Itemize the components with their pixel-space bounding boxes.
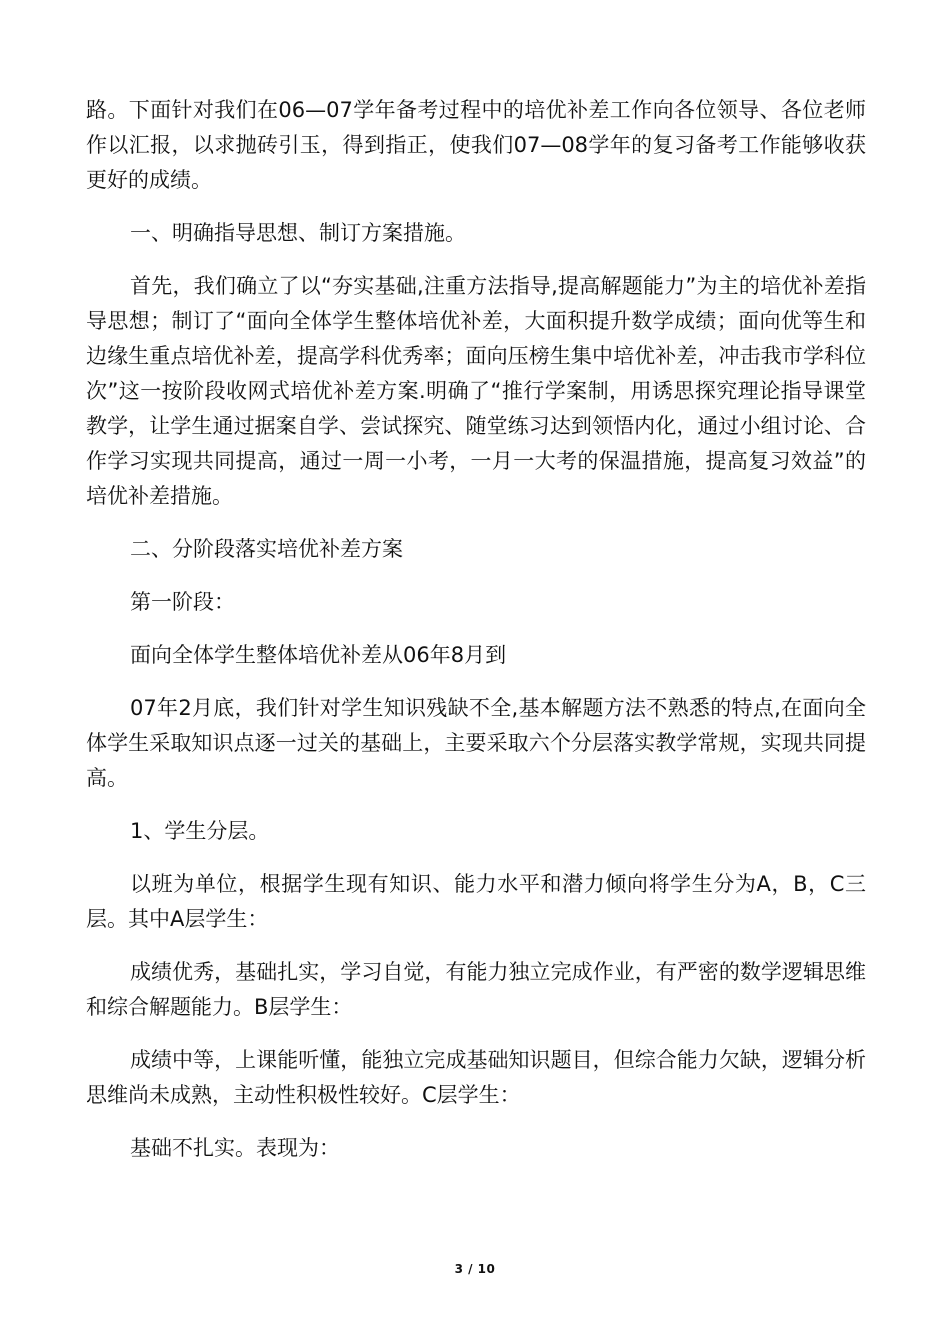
paragraph-opening: 路。下面针对我们在06—07学年备考过程中的培优补差工作向各位领导、各位老师作以汇报，以求抛砖引玉，得到指正，使我们07—08学年的复习备考工作能够收获更好的成绩。 <box>86 98 866 192</box>
section-heading-1: 一、明确指导思想、制订方案措施。 <box>130 221 466 245</box>
paragraph-layering-intro: 以班为单位，根据学生现有知识、能力水平和潜力倾向将学生分为A，B，C三层。其中A层学生： <box>86 872 866 931</box>
page-number: 3 / 10 <box>454 1262 496 1276</box>
paragraph-stage-1-lead: 面向全体学生整体培优补差从06年8月到 <box>130 643 507 667</box>
section-heading-2: 二、分阶段落实培优补差方案 <box>130 537 403 561</box>
document-body <box>86 93 866 1166</box>
item-1-heading: 1、学生分层。 <box>130 819 270 843</box>
paragraph-layer-c: 基础不扎实。表现为： <box>130 1136 340 1160</box>
paragraph-section-1: 首先，我们确立了以“夯实基础,注重方法指导,提高解题能力”为主的培优补差指导思想；制订了“面向全体学生整体培优补差，大面积提升数学成绩；面向优等生和边缘生重点培优补差，提高学科优秀率；面向压榜生集中培优补差，冲击我市学科位次”这一按阶段收网式培优补差方案.明确了“推行学案制，用诱思探究理论指导课堂教学，让学生通过据案自学、尝试探究、随堂练习达到领悟内化，通过小组讨论、合作学习实现共同提高，通过一周一小考，一月一大考的保温措施，提高复习效益”的培优补差措施。 <box>86 274 866 508</box>
paragraph-stage-1-body: 07年2月底，我们针对学生知识残缺不全,基本解题方法不熟悉的特点,在面向全体学生采取知识点逐一过关的基础上，主要采取六个分层落实教学常规，实现共同提高。 <box>86 696 866 790</box>
stage-1-label: 第一阶段： <box>130 590 235 614</box>
paragraph-layer-a: 成绩优秀，基础扎实，学习自觉，有能力独立完成作业，有严密的数学逻辑思维和综合解题能力。B层学生： <box>86 960 866 1019</box>
paragraph-layer-b: 成绩中等，上课能听懂，能独立完成基础知识题目，但综合能力欠缺，逻辑分析思维尚未成熟，主动性积极性较好。C层学生： <box>86 1048 866 1107</box>
